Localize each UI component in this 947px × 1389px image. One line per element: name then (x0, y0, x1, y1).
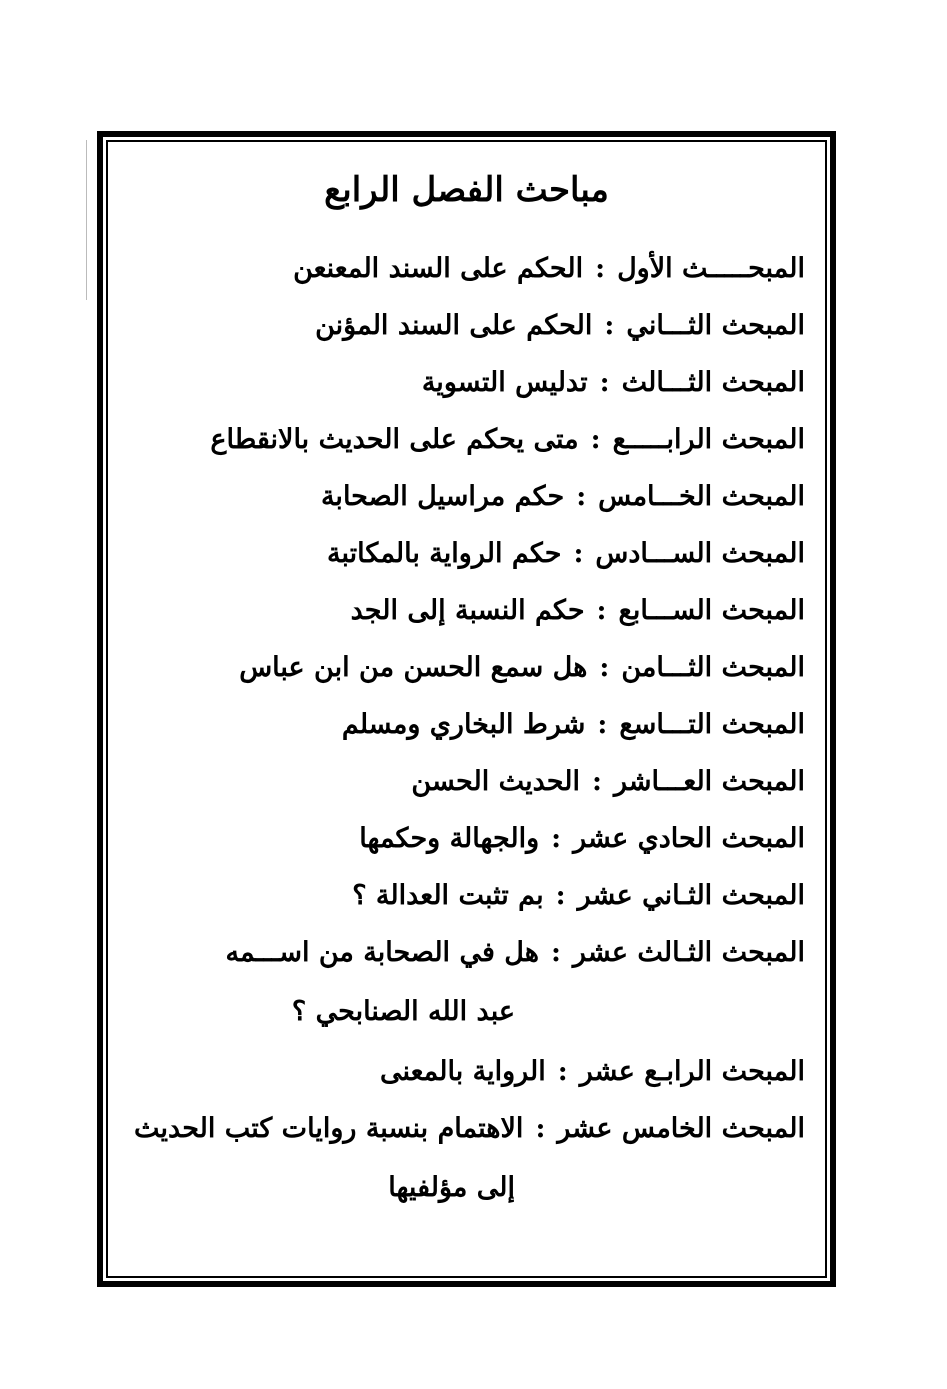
toc-entry-separator: : (535, 1113, 546, 1144)
toc-entry-topic: الحكم على السند المؤنن (315, 310, 593, 341)
toc-entry-separator: : (597, 709, 608, 740)
toc-entry-separator: : (595, 253, 606, 284)
toc-entry-label: المبحث الثـــاني (626, 310, 805, 341)
toc-entry-separator: : (591, 766, 602, 797)
toc-entry-15-continuation: إلى مؤلفيها (388, 1172, 515, 1203)
toc-entry-topic: حكم النسبة إلى الجد (350, 595, 585, 626)
toc-entry-label: المبحث التـــاسع (619, 709, 805, 740)
toc-entry-topic: هل في الصحابة من اســـمه (225, 937, 539, 968)
toc-entry-2 (105, 297, 805, 354)
toc-entry-label: المبحث الثـــالث (621, 367, 805, 398)
toc-entry-12 (105, 867, 805, 924)
toc-entry-separator: : (604, 310, 615, 341)
toc-entry-label: المبحث الســـادس (595, 538, 805, 569)
toc-entry-4 (105, 411, 805, 468)
toc-entry-topic: الاهتمام بنسبة روايات كتب الحديث (134, 1113, 524, 1144)
toc-entry-label: المبحث الســـابع (618, 595, 805, 626)
toc-entry-15 (105, 1100, 805, 1157)
toc-entry-label: المبحث العـــاشر (613, 766, 805, 797)
toc-entry-label: المبحـــــث الأول (617, 253, 805, 284)
toc-entry-topic: متى يحكم على الحديث بالانقطاع (210, 424, 579, 455)
toc-entry-label: المبحث الرابـــــع (612, 424, 805, 455)
toc-entry-label: المبحث الخـــامس (598, 481, 805, 512)
toc-entry-label: المبحث الثـالث عشر (572, 937, 805, 968)
toc-entry-separator: : (590, 424, 601, 455)
toc-entry-topic: الرواية بالمعنى (379, 1056, 546, 1087)
toc-entry-label: المبحث الحادي عشر (573, 823, 805, 854)
toc-entry-topic: الحديث الحسن (411, 766, 580, 797)
toc-entry-topic: شرط البخاري ومسلم (341, 709, 586, 740)
toc-entry-separator: : (573, 538, 584, 569)
toc-entry-label: المبحث الخامس عشر (557, 1113, 805, 1144)
toc-entry-separator: : (557, 1056, 568, 1087)
toc-entry-10 (105, 753, 805, 810)
toc-entry-13 (105, 924, 805, 981)
toc-entry-14 (105, 1043, 805, 1100)
toc-entry-7 (105, 582, 805, 639)
toc-entry-1 (105, 240, 805, 297)
toc-entry-11 (105, 810, 805, 867)
toc-entry-separator: : (550, 937, 561, 968)
toc-entry-label: المبحث الثـــامن (621, 652, 805, 683)
page-edge-mark (86, 140, 87, 300)
toc-entry-topic: بم تثبت العدالة ؟ (352, 880, 544, 911)
toc-entry-topic: الحكم على السند المعنعن (293, 253, 584, 284)
toc-entry-separator: : (555, 880, 566, 911)
toc-entry-topic: والجهالة وحكمها (359, 823, 540, 854)
toc-entry-6 (105, 525, 805, 582)
toc-entry-5 (105, 468, 805, 525)
toc-entry-separator: : (596, 595, 607, 626)
toc-entry-label: المبحث الرابـع عشر (579, 1056, 805, 1087)
toc-entry-label: المبحث الثـاني عشر (577, 880, 805, 911)
toc-entry-9 (105, 696, 805, 753)
toc-entry-topic: هل سمع الحسن من ابن عباس (239, 652, 588, 683)
toc-entry-topic: حكم الرواية بالمكاتبة (327, 538, 562, 569)
toc-entry-topic: حكم مراسيل الصحابة (320, 481, 565, 512)
toc-entry-topic: تدليس التسوية (421, 367, 588, 398)
page-title: مباحث الفصل الرابع (324, 170, 609, 210)
table-of-contents (105, 240, 805, 1219)
toc-entry-3 (105, 354, 805, 411)
toc-entry-separator: : (599, 652, 610, 683)
toc-entry-separator: : (551, 823, 562, 854)
toc-entry-separator: : (576, 481, 587, 512)
toc-entry-separator: : (599, 367, 610, 398)
toc-entry-8 (105, 639, 805, 696)
toc-entry-13-continuation: عبد الله الصنابحي ؟ (291, 996, 515, 1027)
